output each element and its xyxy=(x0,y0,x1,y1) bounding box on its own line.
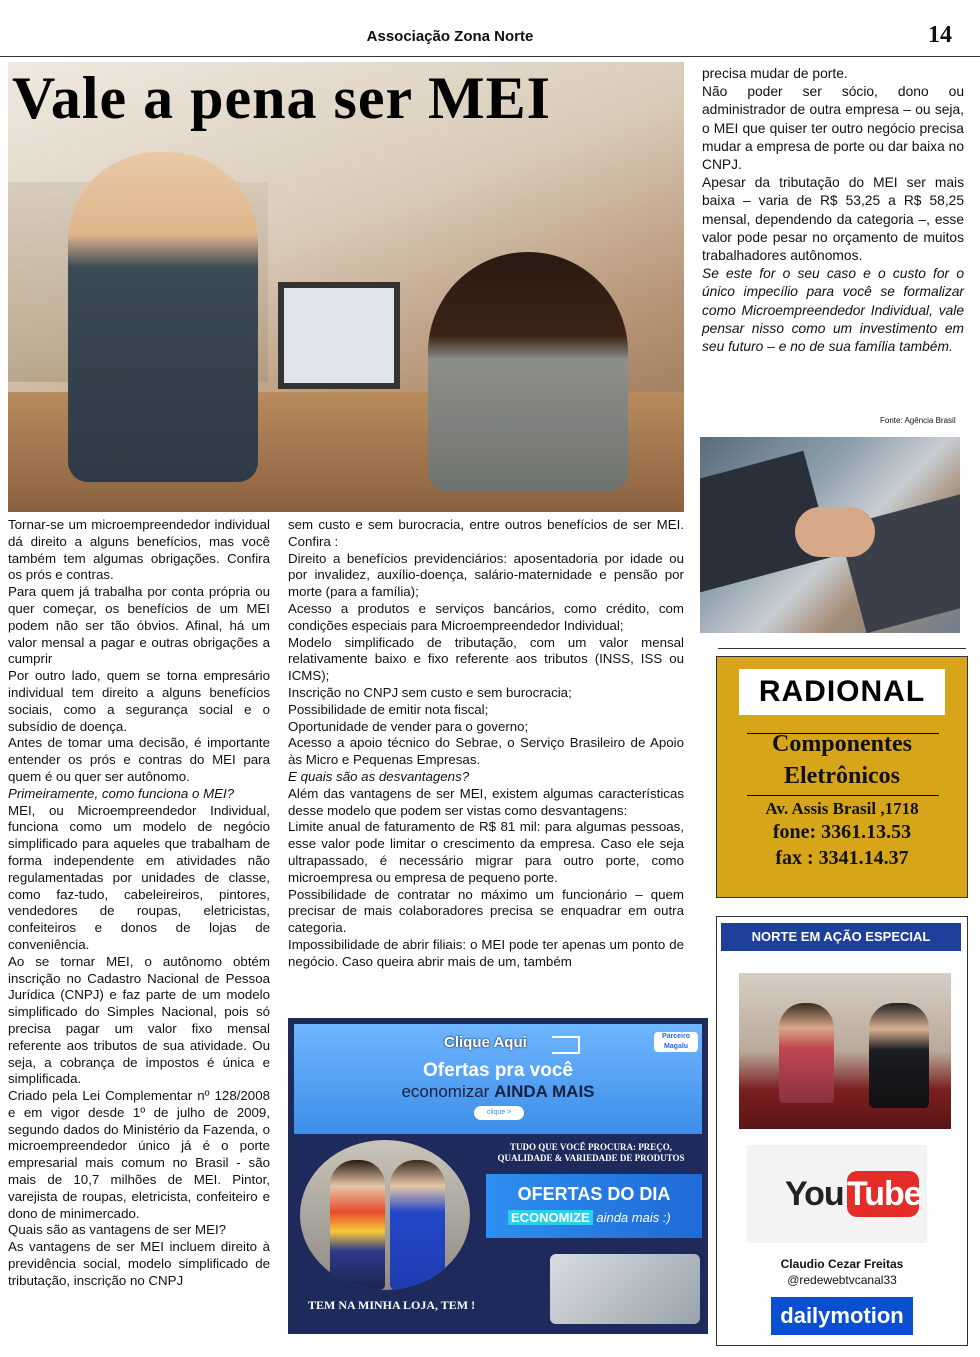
youtube-logo[interactable] xyxy=(747,1145,927,1243)
magalu-promo-ad[interactable] xyxy=(288,1018,708,1334)
paragraph: Não poder ser sócio, dono ou administrador de outra empresa – ou seja, o MEI que quiser ter outro negócio precisa mudar a empresa de porte ou dar baixa no CNPJ. xyxy=(702,84,964,173)
clique-aqui-link[interactable]: Clique Aqui xyxy=(444,1034,527,1051)
paragraph: Acesso a produtos e serviços bancários, como crédito, com condições especiais para Microempreendedor Individual; xyxy=(288,600,684,633)
paragraph: Oportunidade de vender para o governo; xyxy=(288,718,529,734)
youtube-you: You xyxy=(785,1175,844,1213)
article-column-2 xyxy=(288,517,684,971)
promo-tagline: TUDO QUE VOCÊ PROCURA: PREÇO, QUALIDADE & VARIEDADE DE PRODUTOS xyxy=(497,1142,685,1163)
article-source: Fonte: Agência Brasil xyxy=(880,416,956,425)
promo-photo xyxy=(300,1140,470,1290)
promo-person-left xyxy=(330,1160,385,1290)
page-number: 14 xyxy=(928,22,952,48)
paragraph: Quais são as vantagens de ser MEI? xyxy=(8,1222,227,1238)
parceiro-magalu-badge: Parceiro Magalu xyxy=(654,1032,698,1052)
promo-person-right xyxy=(390,1160,445,1290)
paragraph: Possibilidade de contratar no máximo um funcionário – quem precisar de mais colaboradores precisa se enquadrar em outra categoria. xyxy=(288,886,684,936)
promo-subline-start: economizar xyxy=(401,1082,495,1101)
paragraph: Direito a benefícios previdenciários: aposentadoria por idade ou por invalidez, auxílio-doença, salário-maternidade e pensão por morte (para a família); xyxy=(288,550,684,600)
paragraph: Antes de tomar uma decisão, é importante entender os prós e contras do MEI para quem é ou quer ser autônomo. xyxy=(8,735,270,784)
photo-person-left xyxy=(68,152,258,482)
arrow-right-icon xyxy=(552,1036,580,1054)
paragraph: Além das vantagens de ser MEI, existem algumas características desse modelo que podem ser vistas como desvantagens: xyxy=(288,785,684,818)
laptop-icon xyxy=(550,1254,700,1324)
radional-logo: RADIONAL xyxy=(739,669,945,715)
paragraph: Impossibilidade de abrir filiais: o MEI pode ter apenas um ponto de negócio. Caso queira abrir mais de um, também xyxy=(288,936,684,969)
paragraph: Por outro lado, quem se torna empresário individual tem direito a alguns benefícios sociais, como a segurança social e o subsídio de doença. xyxy=(8,668,270,734)
presenter-name: Claudio Cezar Freitas xyxy=(780,1257,904,1271)
promo-subline xyxy=(294,1082,702,1102)
sidebar-divider xyxy=(718,648,966,649)
paragraph: sem custo e sem burocracia, entre outros benefícios de ser MEI. Confira : xyxy=(288,517,684,549)
photo-monitor xyxy=(278,282,400,389)
photo-person-woman xyxy=(779,1003,834,1103)
interview-photo[interactable] xyxy=(739,973,951,1129)
paragraph: As vantagens de ser MEI incluem direito à previdência social, modelo simplificado de tributação, inscrição no CNPJ xyxy=(8,1239,270,1288)
promo-headline: Ofertas pra você xyxy=(423,1060,573,1081)
promo-button[interactable]: clique > xyxy=(474,1106,524,1120)
ainda-mais-label: ainda mais :) xyxy=(592,1210,671,1225)
economize-line xyxy=(508,1210,698,1225)
photo-handshake xyxy=(795,507,875,557)
photo-person-man xyxy=(869,1003,929,1108)
ad-title-line1: Componentes xyxy=(771,731,912,757)
article-column-3 xyxy=(702,65,964,356)
promo-subline-bold: AINDA MAIS xyxy=(494,1082,595,1101)
header-divider xyxy=(0,56,980,57)
youtube-tube: Tube xyxy=(847,1171,919,1217)
article-column-1 xyxy=(8,517,270,1290)
paragraph: Tornar-se um microempreendedor individual dá direito a alguns benefícios, mas você também tem algumas obrigações. Confira os prós e contras. xyxy=(8,517,270,583)
paragraph: Limite anual de faturamento de R$ 81 mil: para algumas pessoas, esse valor pode limitar o crescimento da empresa. Caso ele seja ultrapassado, é necessário migrar para outro porte, como microempresa ou empresa de pequeno porte. xyxy=(288,819,684,885)
paragraph: precisa mudar de porte. xyxy=(702,66,848,81)
ad-address: Av. Assis Brasil ,1718 xyxy=(765,799,919,818)
subheading: Primeiramente, como funciona o MEI? xyxy=(8,785,235,801)
paragraph: Modelo simplificado de tributação, com um valor mensal relativamente baixo e fixo referente aos tributos (INSS, ISS ou ICMS); xyxy=(288,634,684,684)
paragraph: Para quem já trabalha por conta própria ou quer começar, os benefícios de um MEI podem não ser tão óbvios. Afinal, há um valor mensal a pagar e outras obrigações a cumprir xyxy=(8,584,270,667)
promo-loja-text: TEM NA MINHA LOJA, TEM ! xyxy=(308,1298,476,1312)
dailymotion-logo[interactable]: dailymotion xyxy=(771,1297,913,1335)
paragraph: Ao se tornar MEI, o autônomo obtém inscrição no Cadastro Nacional de Pessoa Jurídica (CNPJ) e faz parte de um modelo simplificado do Simples Nacional, pois só precisa pagar um valor fixo mensal referente aos tributos de sua atividade. Ou seja, a cobrança de impostos é única e simplificada. xyxy=(8,953,270,1087)
channel-handle[interactable]: @redewebtvcanal33 xyxy=(787,1273,897,1287)
ad-fax: fax : 3341.14.37 xyxy=(775,847,909,869)
side-box-header: NORTE EM AÇÃO ESPECIAL xyxy=(721,923,961,951)
norte-em-acao-box xyxy=(716,916,968,1346)
paragraph: Inscrição no CNPJ sem custo e sem burocracia; xyxy=(288,684,572,700)
ad-phone: fone: 3361.13.53 xyxy=(772,821,912,843)
photo-person-right xyxy=(428,252,628,492)
economize-label: ECONOMIZE xyxy=(508,1210,593,1225)
radional-ad[interactable] xyxy=(716,656,968,898)
paragraph: Acesso a apoio técnico do Sebrae, o Serviço Brasileiro de Apoio às Micro e Pequenas Empresas. xyxy=(288,735,684,768)
ad-title-line2: Eletrônicos xyxy=(784,763,900,789)
subheading: E quais são as desvantagens? xyxy=(288,768,470,784)
newspaper-header-title: Associação Zona Norte xyxy=(366,28,534,45)
paragraph: Apesar da tributação do MEI ser mais baixa – varia de R$ 53,25 a R$ 58,25 mensal, dependendo da categoria –, esse valor pode pesar no orçamento de muitos trabalhadores autônomos. xyxy=(702,175,964,264)
ad-divider xyxy=(747,795,939,796)
paragraph: MEI, ou Microempreendedor Individual, funciona como um modelo de negócio simplificado para aqueles que trabalham de forma independente em atividades não regulamentadas por unidades de classe, como faz-tudo, cabeleireiros, pintores, vendedores de roupas, eletricistas, confeiteiros e donos de lojas de conveniência. xyxy=(8,802,270,952)
paragraph: Se este for o seu caso e o custo for o único impecílio para você se formalizar como Microempreendedor Individual, vale pensar nisso como um investimento em seu futuro – e no de sua família também. xyxy=(702,266,964,355)
promo-top-banner[interactable] xyxy=(294,1024,702,1134)
paragraph: Possibilidade de emitir nota fiscal; xyxy=(288,701,489,717)
handshake-photo xyxy=(700,437,960,633)
article-headline: Vale a pena ser MEI xyxy=(12,65,552,131)
paragraph: Criado pela Lei Complementar nº 128/2008 e em vigor desde 1º de julho de 2009, segundo dados do Ministério da Fazenda, o microempreendedor único já é o porte empresarial mais comum no Brasil - são mais de 10,7 milhões de MEI. Pintor, varejista de roupas, eletricista, confeiteiro e dono de minimercado. xyxy=(8,1088,270,1221)
ofertas-do-dia-title: OFERTAS DO DIA xyxy=(517,1184,671,1204)
ofertas-do-dia-banner[interactable] xyxy=(486,1174,702,1238)
